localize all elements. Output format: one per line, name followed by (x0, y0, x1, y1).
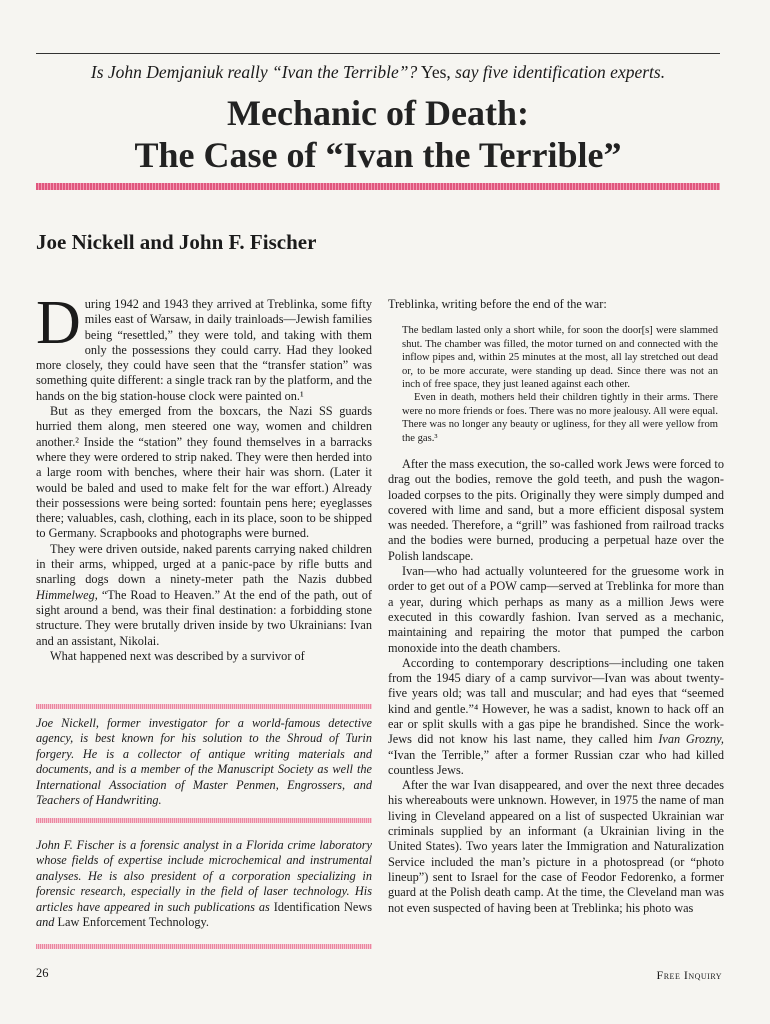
quote-paragraph: The bedlam lasted only a short while, for soon the door[s] were slammed shut. The chamber was filled, the motor turned on and connected with the inflow pipes and, within 25 minutes at the most, all lay stretched out dead or, to be more accurate, were standing up dead. Since there was not an inch of free space, they just leaned against each other. (402, 325, 718, 390)
page-number: 26 (36, 966, 49, 980)
author-bio-fischer: John F. Fischer is a forensic analyst in a Florida crime laboratory whose fields of expertise include microchemical and instrumental analyses. He is also president of a corporation specializing in forensic research, especially in the field of laser technology. His articles have appeared in such publications as Identification News and Law Enforcement Technology. (36, 838, 372, 930)
drop-cap: D (36, 289, 81, 357)
block-quote (402, 324, 718, 445)
bio-divider (36, 818, 372, 823)
bio-divider (36, 704, 372, 709)
paragraph: Treblinka, writing before the end of the war: (388, 297, 607, 311)
right-column (388, 297, 724, 916)
paragraph: After the mass execution, the so-called work Jews were forced to drag out the bodies, remove the gold teeth, and push the wagon-loaded corpses to the pits. Originally they were simply dumped and covered with lime and sand, but a more efficient disposal system was needed. Therefore, a “grill” was fashioned from railroad tracks and the bodies were burned, producing a perpetual haze over the Polish landscape. (388, 456, 724, 563)
dek-yes: Yes, (417, 62, 456, 82)
left-column (36, 289, 372, 664)
paragraph: But as they emerged from the boxcars, the Nazi SS guards hurried them along, men steered one way, women and children another.² Inside the “station” they found themselves in a barracks where they were ordered to strip naked. They were then herded into a large room with benches, where their hair was shorn. (Later it would be baled and used to make felt for the war effort.) Already their possessions were being sorted: fountain pens here; eyeglasses there; valuables, cash, clothing, each in its place, soon to be shipped to Germany. Scrapbooks and photographs were burned. (36, 404, 372, 541)
dek-question: Is John Demjaniuk really “Ivan the Terrible”? (90, 62, 418, 82)
paragraph: According to contemporary descriptions—including one taken from the 1945 diary of a camp survivor—Ivan was about twenty-five years old; was tall and muscular; and had eyes that “seemed kind and gentle.”⁴ However, he was a sadist, known to hack off an ear or split skulls with a gas pipe he brandished. Since the work-Jews did not know his last name, they called him Ivan Grozny, “Ivan the Terrible,” after a former Russian czar who had killed countless Jews. (388, 655, 724, 777)
title-line-1: Mechanic of Death: (227, 93, 529, 133)
top-rule (36, 53, 720, 54)
dek-experts: say five identification experts. (455, 62, 666, 82)
paragraph: During 1942 and 1943 they arrived at Treblinka, some fifty miles east of Warsaw, in daily trainloads—Jewish families being “resettled,” they were told, and taking with them only the possessions they could carry. Had they looked more closely, they could have seen that the “transfer station” was something quite different: a single track ran by the platform, and the hands on the big station-house clock were painted on.¹ (36, 289, 372, 403)
paragraph: What happened next was described by a survivor of (50, 648, 305, 663)
author-bio-nickell: Joe Nickell, former investigator for a world-famous detective agency, is best known for his solution to the Shroud of Turin forgery. He is a collector of antique writing materials and documents, and is a member of the Manuscript Society as well the International Association of Master Penmen, Engrossers, and Teachers of Handwriting. (36, 716, 372, 808)
paragraph: They were driven outside, naked parents carrying naked children in their arms, whipped, urged at a panic-pace by rifle butts and snarling dogs down a ninety-meter path the Nazis dubbed Himmelweg, “The Road to Heaven.” At the end of the path, out of sight around a bend, was their final destination: a forbidding stone structure. They were brutally driven inside by two Ukrainians: Ivan and an assistant, Nikolai. (36, 541, 372, 648)
article-title (36, 92, 720, 176)
paragraph: After the war Ivan disappeared, and over the next three decades his whereabouts were unknown. However, in 1975 the name of man living in Cleveland appeared on a list of suspected Ukrainian war criminals supplied by an informant (a Ukrainian living in the United States). Two years later the Immigration and Naturalization Service included the man’s picture in a photospread (or “photo lineup”) sent to Israel for the case of Feodor Fedorenko, a former guard at the Polish death camp. At the time, the Cleveland man was not even suspected of having been at Treblinka; his photo was (388, 778, 724, 915)
title-divider (36, 183, 720, 190)
article-dek (36, 62, 720, 83)
byline: Joe Nickell and John F. Fischer (36, 230, 317, 254)
publication-name: Free Inquiry (656, 968, 722, 982)
bio-divider (36, 944, 372, 949)
title-line-2: The Case of “Ivan the Terrible” (134, 135, 622, 175)
paragraph: Ivan—who had actually volunteered for the gruesome work in order to get out of a POW camp—served at Treblinka for more than a year, during which perhaps as many as a million Jews were executed in this cowardly fashion. Ivan served as a mechanic, maintaining and repairing the motor that pumped the carbon monoxide into the death chambers. (388, 564, 724, 655)
quote-paragraph: Even in death, mothers held their children tightly in their arms. There were no more friends or foes. There was no more jealousy. All were equal. There was no longer any beauty or ugliness, for they all were yellow from the gas.³ (402, 392, 718, 444)
